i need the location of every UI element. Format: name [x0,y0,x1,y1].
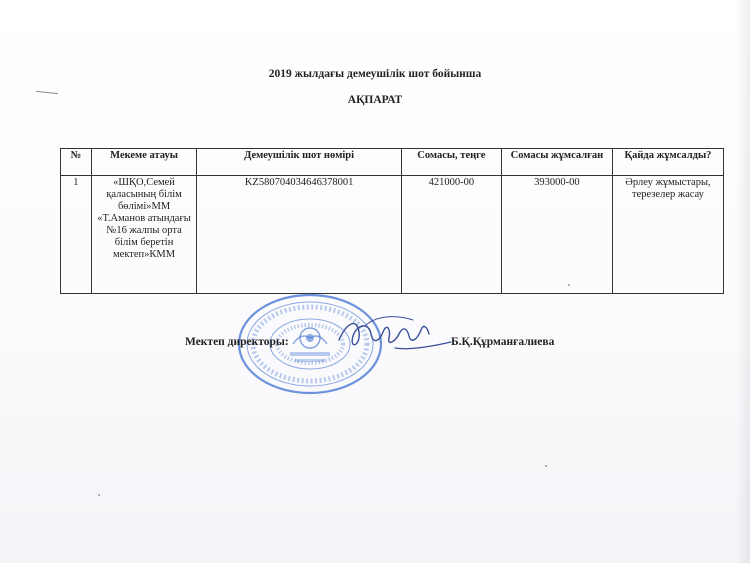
header-amount: Сомасы, теңге [401,149,501,176]
cell-amount: 421000-00 [401,176,501,294]
header-number: № [61,149,92,176]
header-organization: Мекеме атауы [91,149,197,176]
cell-account-number: KZ580704034646378001 [197,176,402,294]
cell-amount-spent: 393000-00 [501,176,612,294]
director-label: Мектеп директоры: [185,336,289,348]
document-subtitle: АҚПАРАТ [347,94,403,106]
sponsorship-table [60,148,724,294]
header-spent-on: Қайда жұмсалды? [612,149,723,176]
document-title: 2019 жылдағы демеушілік шот бойынша [268,68,482,80]
cell-number: 1 [61,176,92,294]
scan-speck [98,494,100,496]
cell-spent-on: Әрлеу жұмыстары, терезелер жасау [612,176,723,294]
table-header-row [61,149,724,176]
scan-speck [568,284,570,286]
handwritten-signature [335,312,455,358]
header-amount-spent: Сомасы жұмсалған [501,149,612,176]
table-row [61,176,724,294]
scan-speck [545,465,547,467]
director-name: Б.Қ.Құрманғалиева [451,336,555,348]
header-account-number: Демеушілік шот нөмірі [197,149,402,176]
page-edge-shadow [736,0,750,563]
cell-organization: «ШҚО,Семей қаласының білім бөлімі»ММ «Т.Аманов атындағы №16 жалпы орта білім беретін мектеп»КММ [91,176,197,294]
